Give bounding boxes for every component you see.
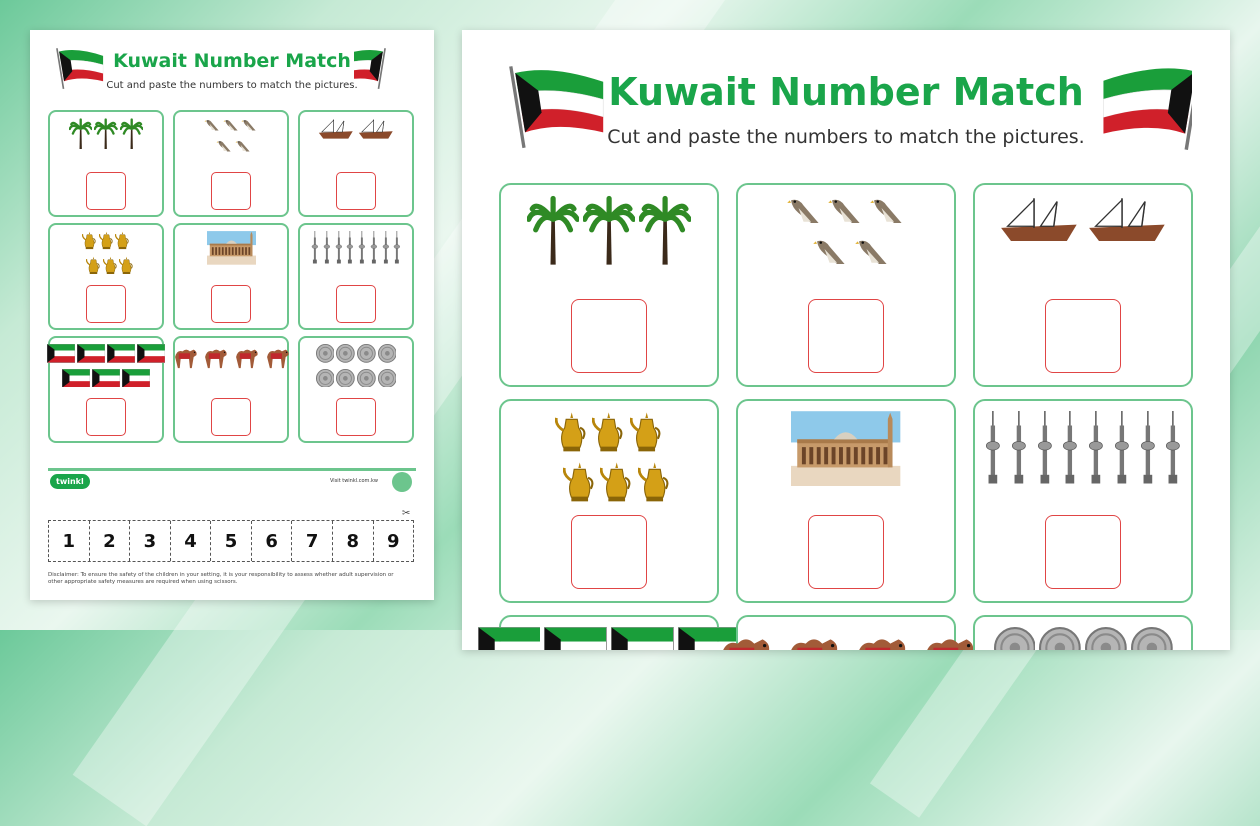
liberation-tower-icon (975, 411, 1191, 488)
falcon-icon (175, 118, 287, 158)
picture-card (736, 399, 956, 603)
answer-box[interactable] (86, 285, 126, 323)
picture-card (499, 615, 719, 650)
coin-icon (300, 344, 412, 391)
picture-card (298, 223, 414, 330)
picture-card (48, 336, 164, 443)
answer-box[interactable] (571, 299, 647, 373)
cut-number-6[interactable]: 6 (252, 521, 293, 561)
falcon-icon (738, 195, 954, 274)
picture-card (298, 336, 414, 443)
answer-box[interactable] (1045, 515, 1121, 589)
cut-number-5[interactable]: 5 (211, 521, 252, 561)
kuwait-flag-icon (50, 344, 162, 391)
picture-card (973, 183, 1193, 387)
palm-tree-icon (501, 195, 717, 269)
camel-icon (175, 344, 287, 374)
answer-box[interactable] (571, 515, 647, 589)
camel-icon (738, 627, 954, 650)
picture-card (173, 223, 289, 330)
scissors-icon: ✂ (402, 508, 411, 519)
answer-box[interactable] (86, 172, 126, 210)
answer-box[interactable] (336, 398, 376, 436)
page-subtitle-large: Cut and paste the numbers to match the pictures. (607, 126, 1085, 148)
picture-card (973, 399, 1193, 603)
cut-number-3[interactable]: 3 (130, 521, 171, 561)
answer-box[interactable] (808, 515, 884, 589)
kuwait-flag-left-icon (502, 60, 612, 152)
dallah-coffee-pot-icon (501, 411, 717, 507)
answer-box[interactable] (211, 172, 251, 210)
coin-icon (975, 627, 1191, 650)
answer-box[interactable] (1045, 299, 1121, 373)
cut-number-1[interactable]: 1 (49, 521, 90, 561)
worksheet-zoomed (462, 30, 1230, 650)
cut-number-4[interactable]: 4 (171, 521, 212, 561)
answer-box[interactable] (211, 285, 251, 323)
grand-mosque-icon (738, 411, 954, 490)
picture-card (298, 110, 414, 217)
answer-box[interactable] (336, 285, 376, 323)
answer-box[interactable] (808, 299, 884, 373)
dallah-coffee-pot-icon (50, 231, 162, 278)
page-subtitle: Cut and paste the numbers to match the pictures. (106, 80, 358, 91)
picture-card (736, 615, 956, 650)
badge-icon (392, 472, 412, 492)
picture-card (173, 336, 289, 443)
cut-number-8[interactable]: 8 (333, 521, 374, 561)
picture-card (173, 110, 289, 217)
picture-card (499, 399, 719, 603)
cut-number-7[interactable]: 7 (292, 521, 333, 561)
picture-card (973, 615, 1193, 650)
picture-card (499, 183, 719, 387)
kuwait-flag-left-icon (50, 46, 110, 90)
liberation-tower-icon (300, 231, 412, 268)
worksheet-preview-small (30, 30, 434, 600)
answer-box[interactable] (86, 398, 126, 436)
dhow-boat-icon (300, 118, 412, 144)
footer-divider (48, 468, 416, 471)
picture-card (736, 183, 956, 387)
dhow-boat-icon (975, 195, 1191, 248)
grand-mosque-icon (175, 231, 287, 269)
kuwait-flag-right-icon (354, 46, 414, 90)
page-title: Kuwait Number Match (113, 50, 351, 72)
answer-box[interactable] (211, 398, 251, 436)
kuwait-flag-icon (501, 627, 717, 650)
cut-number-9[interactable]: 9 (387, 530, 400, 552)
page-title-large: Kuwait Number Match (608, 70, 1084, 114)
cut-number-2[interactable]: 2 (90, 521, 131, 561)
kuwait-flag-right-icon (1077, 60, 1192, 152)
answer-box[interactable] (336, 172, 376, 210)
twinkl-logo: twinkl (50, 474, 90, 489)
picture-card (48, 223, 164, 330)
disclaimer-text: Disclaimer: To ensure the safety of the children in your setting, it is your responsibility to assess whether adult supervision or other appropriate safety measures are required when using scissors. (48, 572, 394, 585)
picture-card (48, 110, 164, 217)
cut-out-number-strip[interactable] (48, 520, 414, 562)
palm-tree-icon (50, 118, 162, 153)
website-text: Visit twinkl.com.kw (330, 478, 378, 484)
